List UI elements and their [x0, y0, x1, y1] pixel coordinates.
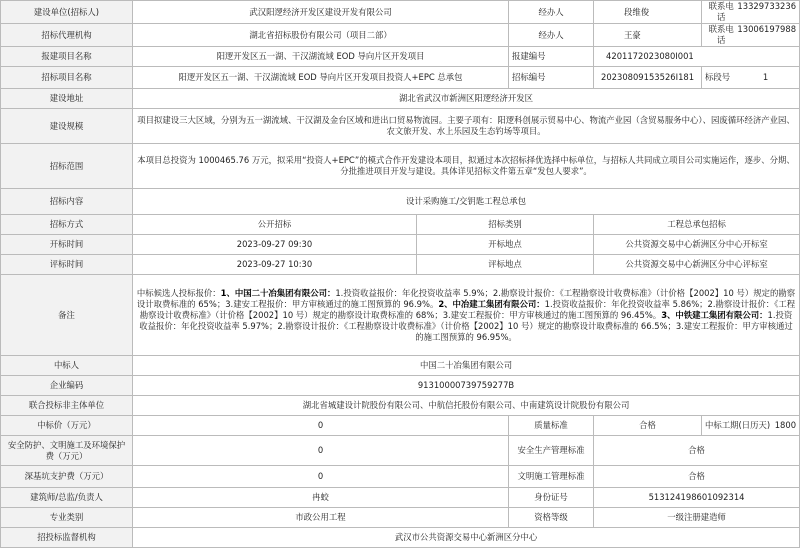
row-scope	[1, 144, 800, 189]
open-time-label: 开标时间	[1, 235, 133, 255]
quality-label: 质量标准	[509, 416, 594, 436]
owner-phone: 13329733236	[737, 1, 797, 11]
id-value: 513124198601092314	[594, 488, 800, 508]
specialty-label: 专业类别	[1, 508, 133, 528]
eval-time-value: 2023-09-27 10:30	[133, 255, 417, 275]
remark-value	[133, 275, 800, 356]
candidate-1: 1、中国二十冶集团有限公司：	[220, 287, 336, 298]
row-method	[1, 215, 800, 235]
remark-label: 备注	[1, 275, 133, 356]
category-value: 工程总承包招标	[594, 215, 800, 235]
row-project-name	[1, 47, 800, 67]
candidate-3: 3、中铁建工集团有限公司：	[661, 309, 768, 320]
row-supervisor	[1, 528, 800, 548]
owner-value: 武汉阳逻经济开发区建设开发有限公司	[133, 1, 509, 24]
address-label: 建设地址	[1, 89, 133, 109]
project-code-label: 报建编号	[509, 47, 594, 67]
section-group	[702, 67, 800, 89]
pit-fee-label: 深基坑支护费（万元）	[1, 466, 133, 488]
row-joint-bidders	[1, 396, 800, 416]
row-bid-price	[1, 416, 800, 436]
row-open-time	[1, 235, 800, 255]
period-label: 中标工期(日历天)	[705, 420, 771, 430]
civil-std-label: 文明施工管理标准	[509, 466, 594, 488]
row-safety-fee	[1, 436, 800, 466]
candidate-2-quote: 1.投资收益报价：年化投资收益率 5.86%；2.勘察设计报价：《工程勘察设计收费标准》（计价格【2002】10 号）规定的勘察设计取费标准的 68%；3.建安工程报价：甲方审核通过的施工图预算的 96.45%。	[139, 298, 796, 320]
row-owner	[1, 1, 800, 24]
address-value: 湖北省武汉市新洲区阳逻经济开发区	[133, 89, 800, 109]
tender-name-label: 招标项目名称	[1, 67, 133, 89]
owner-agent-label: 经办人	[509, 1, 594, 24]
safety-std-value: 合格	[594, 436, 800, 466]
scope-label: 招标范围	[1, 144, 133, 189]
candidate-3-quote: 1.投资收益报价：年化投资收益率 5.97%；2.勘察设计报价：《工程勘察设计收费标准》（计价格【2002】10 号）规定的勘察设计取费标准的 66.5%；3.建安工程报价：甲方审核通过的施工图预算的 96.95%。	[139, 309, 793, 342]
winner-label: 中标人	[1, 356, 133, 376]
eval-time-label: 评标时间	[1, 255, 133, 275]
civil-std-value: 合格	[594, 466, 800, 488]
remark-intro: 中标候选人投标报价：	[136, 287, 221, 298]
owner-agent: 段维俊	[594, 1, 702, 24]
row-eval-time	[1, 255, 800, 275]
row-pit-fee	[1, 466, 800, 488]
open-place-label: 开标地点	[417, 235, 594, 255]
category-label: 招标类别	[417, 215, 594, 235]
candidate-1-quote: 1.投资收益报价：年化投资收益率 5.9%；2.勘察设计报价：《工程勘察设计收费标准》（计价格【2002】10 号）规定的勘察设计取费标准的 65%；3.建安工程报价：甲方审核通过的施工图预算的 96.9%。	[136, 287, 796, 309]
row-manager	[1, 488, 800, 508]
agency-agent: 王豪	[594, 24, 702, 47]
row-scale	[1, 109, 800, 144]
owner-phone-group	[702, 1, 800, 24]
project-name-label: 报建项目名称	[1, 47, 133, 67]
agency-phone: 13006197988	[737, 24, 797, 34]
bid-price-value: 0	[133, 416, 509, 436]
content-value: 设计采购施工/交钥匙工程总承包	[133, 189, 800, 215]
open-place-value: 公共资源交易中心新洲区分中心开标室	[594, 235, 800, 255]
scale-label: 建设规模	[1, 109, 133, 144]
row-content	[1, 189, 800, 215]
section-label: 标段号	[705, 72, 731, 82]
qualification-value: 一级注册建造师	[594, 508, 800, 528]
method-value: 公开招标	[133, 215, 417, 235]
bid-price-label: 中标价（万元）	[1, 416, 133, 436]
row-winner	[1, 356, 800, 376]
safety-fee-label: 安全防护、文明施工及环境保护费（万元）	[1, 436, 133, 466]
period-group	[702, 416, 800, 436]
agency-phone-label: 联系电话	[708, 24, 734, 45]
quality-value: 合格	[594, 416, 702, 436]
safety-std-label: 安全生产管理标准	[509, 436, 594, 466]
safety-fee-value: 0	[133, 436, 509, 466]
agency-value: 湖北省招标股份有限公司（项目二部）	[133, 24, 509, 47]
method-label: 招标方式	[1, 215, 133, 235]
tender-name-value: 阳逻开发区五一湖、干汉湖流域 EOD 导向片区开发项目投资人+EPC 总承包	[133, 67, 509, 89]
row-specialty	[1, 508, 800, 528]
period-value: 1800	[774, 420, 797, 430]
tender-code-label: 招标编号	[509, 67, 594, 89]
scope-value: 本项目总投资为 1000465.76 万元，拟采用“投资人+EPC”的模式合作开发建设本项目，拟通过本次招标择优选择中标单位，与招标人共同成立项目公司实施运作，逐步、分期、分批推进项目开发与建设。具体详见招标文件第五章“发包人要求”。	[133, 144, 800, 189]
owner-label: 建设单位(招标人)	[1, 1, 133, 24]
scale-value: 项目拟建设三大区域，分别为五一湖流域、干汉湖及金台区域和进出口贸易物流园。主要子项有：阳逻科创展示贸易中心、物流产业园（含贸易服务中心）、园废循环经济产业园、农文旅开发、水上乐园及生态钓场等项目。	[133, 109, 800, 144]
row-agency	[1, 24, 800, 47]
row-address	[1, 89, 800, 109]
manager-value: 冉蛟	[133, 488, 509, 508]
eval-place-value: 公共资源交易中心新洲区分中心评标室	[594, 255, 800, 275]
winner-value: 中国二十冶集团有限公司	[133, 356, 800, 376]
specialty-value: 市政公用工程	[133, 508, 509, 528]
qualification-label: 资格等级	[509, 508, 594, 528]
row-enterprise-code	[1, 376, 800, 396]
row-tender-name	[1, 67, 800, 89]
supervisor-label: 招投标监督机构	[1, 528, 133, 548]
content-label: 招标内容	[1, 189, 133, 215]
joint-bidders-label: 联合投标非主体单位	[1, 396, 133, 416]
pit-fee-value: 0	[133, 466, 509, 488]
enterprise-code-value: 91310000739759277B	[133, 376, 800, 396]
tender-code: 20230809153526I181	[594, 67, 702, 89]
owner-phone-label: 联系电话	[708, 1, 734, 22]
supervisor-value: 武汉市公共资源交易中心新洲区分中心	[133, 528, 800, 548]
manager-label: 建筑师/总监/负责人	[1, 488, 133, 508]
project-code: 4201172023080I001	[594, 47, 800, 67]
open-time-value: 2023-09-27 09:30	[133, 235, 417, 255]
section-value: 1	[762, 72, 769, 82]
candidate-2: 2、中冶建工集团有限公司：	[438, 298, 545, 309]
enterprise-code-label: 企业编码	[1, 376, 133, 396]
agency-phone-group	[702, 24, 800, 47]
agency-label: 招标代理机构	[1, 24, 133, 47]
eval-place-label: 评标地点	[417, 255, 594, 275]
row-remark	[1, 275, 800, 356]
joint-bidders-value: 湖北省城建设计院股份有限公司、中航信托股份有限公司、中南建筑设计院股份有限公司	[133, 396, 800, 416]
agency-agent-label: 经办人	[509, 24, 594, 47]
id-label: 身份证号	[509, 488, 594, 508]
project-name-value: 阳逻开发区五一湖、干汉湖流域 EOD 导向片区开发项目	[133, 47, 509, 67]
